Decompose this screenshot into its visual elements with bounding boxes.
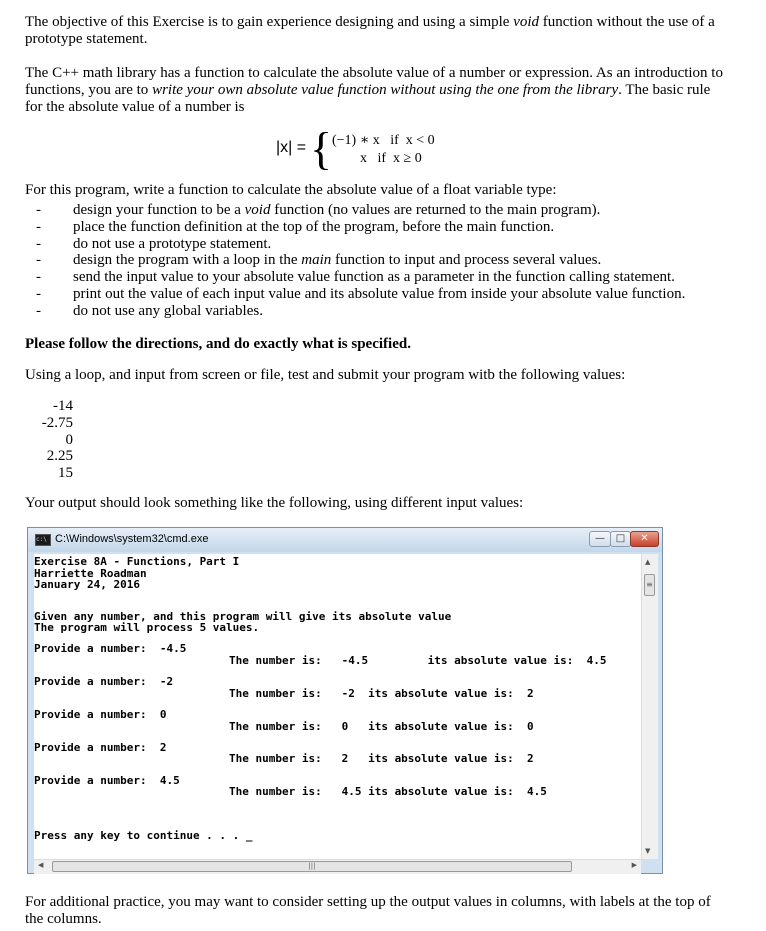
console-result: The number is: -4.5 its absolute value is: 4.5 xyxy=(229,654,607,667)
closing-paragraph: For additional practice, you may want to consider setting up the output values in columns, with labels at the top of the columns. xyxy=(25,894,711,927)
test-value: 0 xyxy=(65,431,73,448)
intro-text: The C++ math library has a function to calculate the absolute value of a number or expression. As an introduction to functions, you are to xyxy=(25,65,723,98)
console-line: Given any number, and this program will give its absolute value xyxy=(34,610,452,623)
intro-text: The objective of this Exercise is to gain experience designing and using a simple xyxy=(25,14,514,30)
program-lead: For this program, write a function to calculate the absolute value of a float variable type: xyxy=(25,182,557,198)
console-result: The number is: -2 its absolute value is: 2 xyxy=(229,687,534,700)
loop-instructions: Using a loop, and input from screen or file, test and submit your program witb the following values: xyxy=(25,367,626,383)
list-item: - do not use any global variables. xyxy=(36,302,263,319)
formula-row-negative: (−1) ∗ x if x < 0 xyxy=(332,133,435,148)
test-values xyxy=(28,398,73,482)
console-prompt: Provide a number: 2 xyxy=(34,741,167,754)
formula-brace: { xyxy=(310,123,333,174)
intro-text: function without the use of a prototype statement. xyxy=(25,14,715,47)
cmd-icon: c:\ xyxy=(35,534,51,546)
console-line: Exercise 8A - Functions, Part I xyxy=(34,555,240,568)
list-item: - send the input value to your absolute value function as a parameter in the function calling statement. xyxy=(36,269,675,286)
minimize-button[interactable]: — xyxy=(589,531,611,547)
test-value: 2.25 xyxy=(46,448,73,465)
console-footer: Press any key to continue . . . _ xyxy=(34,829,253,842)
scroll-right-icon[interactable]: ▶ xyxy=(631,861,637,869)
formula-lhs: |x| = xyxy=(276,139,307,156)
intro-paragraph-1 xyxy=(25,14,725,48)
vertical-scrollbar[interactable] xyxy=(641,554,658,859)
formula-row-positive: x if x ≥ 0 xyxy=(332,151,422,166)
console-titlebar[interactable] xyxy=(28,528,662,552)
scroll-thumb-horizontal[interactable]: ||| xyxy=(52,861,572,872)
console-line: The program will process 5 values. xyxy=(34,621,260,634)
list-item: - design your function to be a void function (no values are returned to the main program). xyxy=(36,202,601,218)
list-item: - place the function definition at the top of the program, before the main function. xyxy=(36,218,555,235)
maximize-button[interactable]: □ xyxy=(610,531,631,547)
requirements-list xyxy=(36,202,685,320)
intro-emphasis: void xyxy=(513,14,540,30)
scroll-thumb[interactable]: ≡ xyxy=(644,574,655,596)
console-output[interactable] xyxy=(34,554,641,859)
output-instructions: Your output should look something like the following, using different input values: xyxy=(25,495,524,511)
list-item: - design the program with a loop in the main function to input and process several values. xyxy=(36,252,602,269)
console-prompt: Provide a number: -2 xyxy=(34,675,174,688)
directions: Please follow the directions, and do exactly what is specified. xyxy=(25,336,411,352)
console-prompt: Provide a number: -4.5 xyxy=(34,642,187,655)
horizontal-scrollbar[interactable] xyxy=(34,859,641,874)
console-line: Harriette Roadman xyxy=(34,567,147,580)
close-button[interactable]: ✕ xyxy=(630,531,659,547)
absolute-value-formula xyxy=(276,123,496,176)
scroll-up-icon[interactable]: ▲ xyxy=(645,558,651,566)
console-title: C:\Windows\system32\cmd.exe xyxy=(55,533,209,545)
console-result: The number is: 0 its absolute value is: 0 xyxy=(229,720,534,733)
console-prompt: Provide a number: 0 xyxy=(34,708,167,721)
test-value: -2.75 xyxy=(41,414,73,431)
console-window xyxy=(27,527,663,874)
console-result: The number is: 2 its absolute value is: 2 xyxy=(229,752,534,765)
test-value: 15 xyxy=(58,465,73,482)
list-item: - do not use a prototype statement. xyxy=(36,235,272,252)
intro-paragraph-2 xyxy=(25,65,725,116)
intro-emphasis: write your own absolute value function without using the one from the library xyxy=(152,82,619,98)
intro-text: . The basic rule for the absolute value of a number is xyxy=(25,82,711,115)
console-prompt: Provide a number: 4.5 xyxy=(34,774,180,787)
console-line: January 24, 2016 xyxy=(34,578,140,591)
scroll-left-icon[interactable]: ◀ xyxy=(38,861,44,869)
test-value: -14 xyxy=(53,398,73,414)
scroll-down-icon[interactable]: ▼ xyxy=(645,847,651,855)
list-item: - print out the value of each input value and its absolute value from inside your absolute value function. xyxy=(36,285,686,302)
console-result: The number is: 4.5 its absolute value is: 4.5 xyxy=(229,785,547,798)
